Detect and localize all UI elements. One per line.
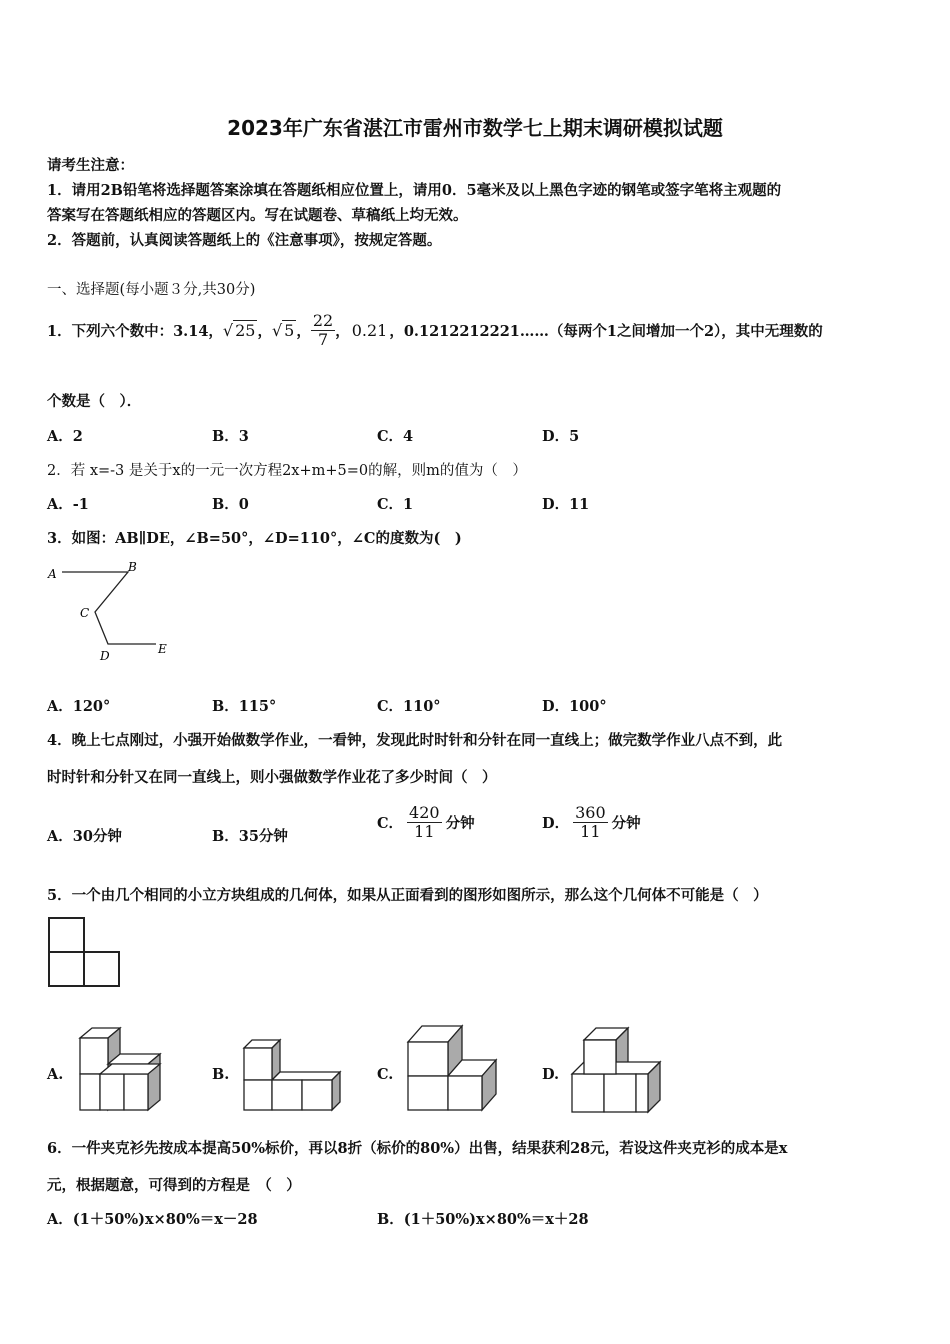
option-d: D. [542,1066,560,1083]
cube-figure-d [566,1024,666,1114]
option-b: B．0 [212,496,249,513]
option-d: D．5 [542,428,580,445]
option-a: A．2 [47,428,83,445]
question-1 [47,300,823,360]
option-a: A. [47,1066,64,1083]
notice-line: 答案写在答题纸相应的答题区内。写在试题卷、草稿纸上均无效。 [47,207,468,224]
option-c: C．1 [377,496,414,513]
separator: ， [257,322,272,340]
cube-figure-b [236,1036,344,1114]
repeating-decimal: 0.21 [351,320,388,340]
q1-prefix: 1．下列六个数中：3.14， [47,322,223,340]
question-1-line2: 个数是（ ）． [47,393,142,410]
option-d: D．11 [542,496,590,513]
label-b: B [128,560,137,574]
label-d: D [100,649,110,663]
page-title: 2023年广东省湛江市雷州市数学七上期末调研模拟试题 [227,116,723,140]
option-b: B．115° [212,698,277,715]
parallel-lines-figure [40,558,180,668]
option-c: C．4 [377,428,414,445]
sqrt-25: √ 25 [222,320,256,340]
question-5: 5．一个由几个相同的小立方块组成的几何体，如果从正面看到的图形如图所示，那么这个几何体不可能是（ ） [47,887,768,904]
question-3: 3．如图：AB∥DE，∠B=50°，∠D=110°，∠C的度数为( ) [47,530,462,547]
option-d: D． $\frac{360}{11}$ 分钟 [542,802,641,841]
label-e: E [158,642,167,656]
option-a: A．120° [47,698,111,715]
notice-line: 2．答题前，认真阅读答题纸上的《注意事项》，按规定答题。 [47,232,442,249]
option-b: B．3 [212,428,249,445]
separator: ， [296,322,311,340]
option-b: B．(1＋50%)x×80%＝x＋28 [377,1211,589,1228]
separator: ， [335,322,350,340]
option-c: C． $\frac{420}{11}$ 分钟 [377,802,475,841]
question-6-line2: 元，根据题意，可得到的方程是 （ ） [47,1177,301,1194]
front-view-figure [46,915,126,989]
fraction-22-7: $\frac{22}{7}$ [312,310,334,349]
option-b: B. [212,1066,230,1083]
question-2: 2．若 x=-3 是关于x的一元一次方程2x+m+5=0的解，则m的值为（ ） [47,463,527,479]
option-b: B．35分钟 [212,828,288,845]
label-a: A [48,567,57,581]
section-heading: 一、选择题(每小题３分,共30分) [47,282,256,298]
label-c: C [80,606,90,620]
option-c: C．110° [377,698,441,715]
q1-suffix: ，0.1212212221……（每两个1之间增加一个2），其中无理数的 [389,322,823,340]
option-d: D．100° [542,698,607,715]
question-4-line2: 时时针和分针又在同一直线上，则小强做数学作业花了多少时间（ ） [47,769,497,786]
cube-figure-c [402,1022,502,1114]
notice-heading: 请考生注意： [47,157,134,174]
option-a: A．(1＋50%)x×80%＝x－28 [47,1211,258,1228]
sqrt-5: √ 5 [271,320,295,340]
option-a: A．-1 [47,496,89,513]
question-4: 4．晚上七点刚过，小强开始做数学作业，一看钟，发现此时时针和分针在同一直线上；做完数学作业八点不到，此 [47,732,783,749]
option-a: A．30分钟 [47,828,122,845]
notice-line: 1．请用2B铅笔将选择题答案涂填在答题纸相应位置上，请用0．5毫米及以上黑色字迹的钢笔或签字笔将主观题的 [47,182,782,199]
cube-figure-a [74,1024,166,1114]
option-c: C. [377,1066,394,1083]
question-6: 6．一件夹克衫先按成本提高50%标价，再以8折（标价的80%）出售，结果获利28元，若设这件夹克衫的成本是x [47,1140,788,1157]
